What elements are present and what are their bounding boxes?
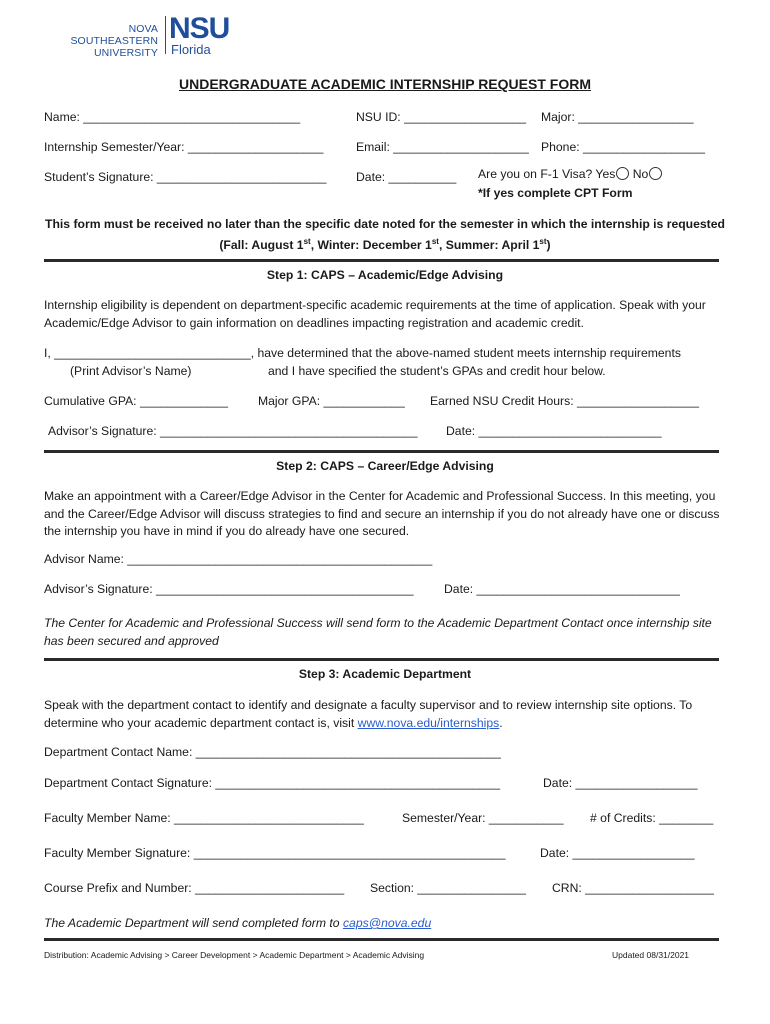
- step1-advisor-signature-field[interactable]: Advisor’s Signature: ______________________________________: [48, 424, 418, 438]
- step2-heading: Step 2: CAPS – Career/Edge Advising: [276, 459, 494, 473]
- phone-field[interactable]: Phone: __________________: [541, 140, 706, 154]
- cumulative-gpa-field[interactable]: Cumulative GPA: _____________: [44, 394, 229, 408]
- advisor-statement: and I have specified the student’s GPAs and credit hour below.: [268, 364, 606, 378]
- f1-yes-radio[interactable]: [616, 167, 629, 180]
- notice-line1: This form must be received no later than the specific date noted for the semester in which the internship is requested: [45, 217, 725, 231]
- section-field[interactable]: Section: ________________: [370, 881, 526, 895]
- logo-divider: [165, 16, 166, 54]
- step2-paragraph: Make an appointment with a Career/Edge Advisor in the Center for Academic and Professional Success. In this meeting, you and the Career/Edge Advisor will discuss strategies to find and secure an internship if you do not already have one or discuss the internship you have in mind if you do already have one secured.: [44, 489, 720, 538]
- deadline-notice: [30, 215, 740, 254]
- notice-line2: (Fall: August 1st, Winter: December 1st, Summer: April 1st): [219, 237, 551, 253]
- name-field[interactable]: Name: ________________________________: [44, 110, 301, 124]
- divider-step2: [44, 450, 719, 453]
- f1-question-label: Are you on F-1 Visa? Yes: [478, 167, 616, 181]
- logo-campus: Florida: [171, 42, 211, 57]
- major-gpa-field[interactable]: Major GPA: ____________: [258, 394, 405, 408]
- course-prefix-field[interactable]: Course Prefix and Number: ______________________: [44, 881, 345, 895]
- step3-paragraph: Speak with the department contact to identify and designate a faculty supervisor and to review internship site options. To determine who your academic department contact is, visit www.nova.edu/internships.: [44, 698, 693, 730]
- crn-field[interactable]: CRN: ___________________: [552, 881, 714, 895]
- step1-paragraph: Internship eligibility is dependent on department-specific academic requirements at the time of application. Speak with your Academic/Edge Advisor to gain information on deadlines impacting registration and academic credit.: [44, 298, 706, 330]
- advisor-name-line[interactable]: I, _____________________________, have determined that the above-named student meets internship requirements: [44, 346, 681, 360]
- internships-link[interactable]: www.nova.edu/internships: [357, 715, 500, 730]
- logo-line1: NOVA SOUTHEASTERN: [70, 23, 158, 47]
- cpt-note: *If yes complete CPT Form: [478, 186, 633, 200]
- semester-field[interactable]: Internship Semester/Year: ____________________: [44, 140, 324, 154]
- divider-step3: [44, 658, 719, 661]
- university-name: [44, 23, 158, 59]
- step2-advisor-signature-field[interactable]: Advisor’s Signature: ______________________________________: [44, 582, 414, 596]
- step3-heading: Step 3: Academic Department: [298, 667, 472, 681]
- f1-visa-question: [478, 167, 662, 181]
- nsu-id-field[interactable]: NSU ID: __________________: [356, 110, 527, 124]
- dept-contact-date-field[interactable]: Date: __________________: [543, 776, 698, 790]
- student-date-field[interactable]: Date: __________: [356, 170, 457, 184]
- step2-note: The Center for Academic and Professional Success will send form to the Academic Department Contact once internship site has been secured and approved: [44, 616, 712, 648]
- distribution-note: Distribution: Academic Advising > Career Development > Academic Department > Academic Advising: [44, 950, 425, 960]
- faculty-name-field[interactable]: Faculty Member Name: ____________________________: [44, 811, 364, 825]
- divider-footer: [44, 938, 719, 941]
- faculty-semester-field[interactable]: Semester/Year: ___________: [402, 811, 564, 825]
- step2-date-field[interactable]: Date: ______________________________: [444, 582, 680, 596]
- dept-contact-name-field[interactable]: Department Contact Name: _____________________________________________: [44, 745, 501, 759]
- step1-heading: Step 1: CAPS – Academic/Edge Advising: [266, 268, 504, 282]
- divider-step1: [44, 259, 719, 262]
- f1-no-label: No: [632, 167, 649, 181]
- dept-contact-signature-field[interactable]: Department Contact Signature: __________________________________________: [44, 776, 501, 790]
- updated-date: Updated 08/31/2021: [612, 950, 690, 960]
- faculty-signature-field[interactable]: Faculty Member Signature: ______________________________________________: [44, 846, 506, 860]
- credit-hours-field[interactable]: Earned NSU Credit Hours: __________________: [430, 394, 699, 408]
- form-title: UNDERGRADUATE ACADEMIC INTERNSHIP REQUEST FORM: [179, 76, 591, 92]
- step2-advisor-name-field[interactable]: Advisor Name: _____________________________________________: [44, 552, 433, 566]
- credits-field[interactable]: # of Credits: ________: [590, 811, 714, 825]
- advisor-name-label: (Print Advisor’s Name): [70, 364, 192, 378]
- faculty-date-field[interactable]: Date: __________________: [540, 846, 695, 860]
- nsu-logo: [44, 14, 244, 58]
- email-field[interactable]: Email: ____________________: [356, 140, 529, 154]
- step1-date-field[interactable]: Date: ___________________________: [446, 424, 662, 438]
- logo-nsu: NSU: [169, 12, 230, 45]
- major-field[interactable]: Major: _________________: [541, 110, 694, 124]
- caps-email-link[interactable]: caps@nova.edu: [342, 916, 432, 930]
- student-signature-field[interactable]: Student’s Signature: _________________________: [44, 170, 327, 184]
- step3-note: The Academic Department will send completed form to caps@nova.edu: [44, 916, 432, 930]
- f1-no-radio[interactable]: [649, 167, 662, 180]
- logo-line2: UNIVERSITY: [93, 47, 158, 59]
